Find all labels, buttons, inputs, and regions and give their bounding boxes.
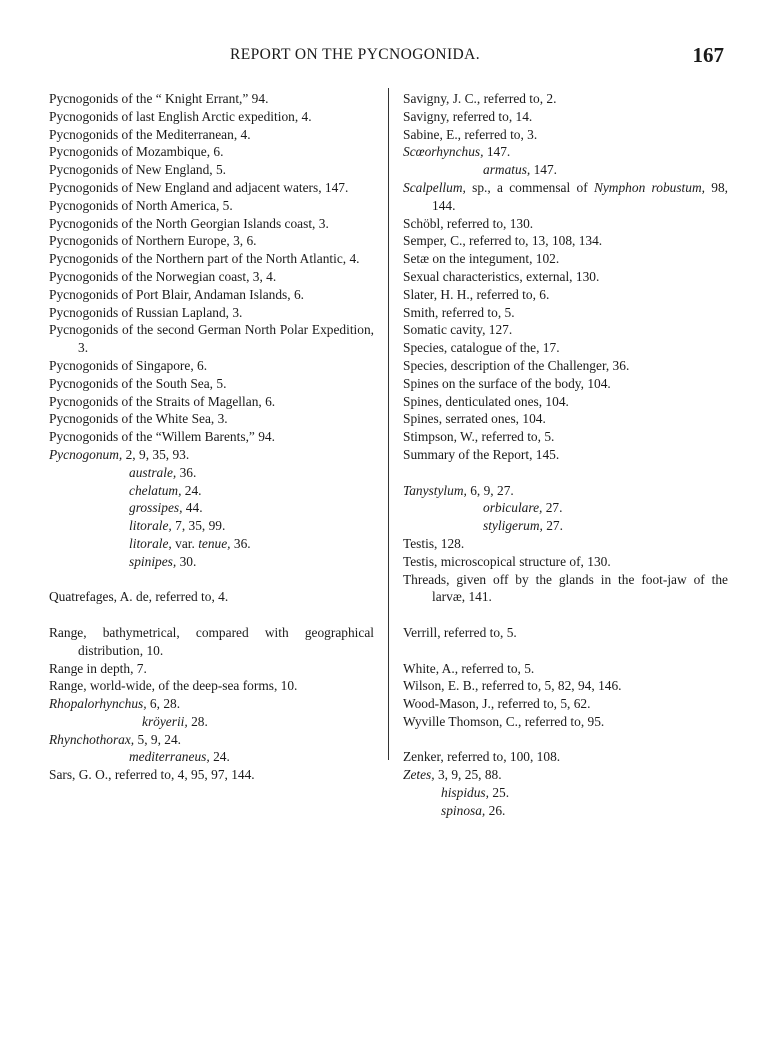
entry-term: Scalpellum,: [403, 179, 466, 195]
entry-text: Sars, G. O., referred to, 4, 95, 97, 144.: [49, 767, 255, 783]
index-entry: [49, 197, 374, 215]
index-entry: [403, 766, 728, 784]
index-entry: [49, 179, 374, 197]
index-entry: [403, 553, 728, 571]
entry-text: White, A., referred to, 5.: [403, 660, 535, 676]
entry-term: Rhynchothorax,: [49, 731, 135, 747]
index-entry: [403, 660, 728, 678]
entry-text: 6, 28.: [146, 696, 181, 712]
index-entry: [403, 482, 728, 500]
entry-text: Pycnogonids of the “ Knight Errant,” 94.: [49, 91, 269, 106]
index-entry: [403, 695, 728, 713]
entry-text: Pycnogonids of the White Sea, 3.: [49, 411, 228, 427]
entry-text: Testis, 128.: [403, 535, 465, 551]
entry-text: 147.: [483, 144, 511, 160]
index-entry: [49, 90, 374, 108]
entry-text: Pycnogonids of the South Sea, 5.: [49, 375, 227, 391]
index-entry: [403, 748, 728, 766]
index-subentry: [49, 748, 374, 766]
entry-term: australe,: [129, 464, 177, 480]
entry-text: var.: [171, 535, 199, 551]
entry-term: litorale,: [129, 518, 172, 534]
entry-text: Savigny, referred to, 14.: [403, 108, 533, 124]
index-entry: [403, 375, 728, 393]
index-entry: [403, 268, 728, 286]
entry-text: Range in depth, 7.: [49, 660, 147, 676]
entry-text: Pycnogonids of New England and adjacent waters, 147.: [49, 179, 349, 195]
index-subentry: [49, 464, 374, 482]
entry-text: Sabine, E., referred to, 3.: [403, 126, 538, 142]
index-subentry: [403, 499, 728, 517]
index-entry: [49, 393, 374, 411]
entry-text: Summary of the Report, 145.: [403, 446, 560, 462]
entry-text: 24.: [209, 749, 230, 765]
index-entry: [49, 677, 374, 695]
index-entry: [49, 304, 374, 322]
index-entry: [49, 428, 374, 446]
index-subentry: [403, 802, 728, 820]
entry-text: 5, 9, 24.: [134, 731, 182, 747]
entry-text: 27.: [542, 500, 563, 516]
entry-term: tenue,: [198, 535, 231, 551]
entry-text: Wilson, E. B., referred to, 5, 82, 94, 146.: [403, 678, 622, 694]
entry-term: chelatum,: [129, 482, 182, 498]
entry-text: Savigny, J. C., referred to, 2.: [403, 91, 557, 106]
index-subentry: [403, 784, 728, 802]
entry-text: sp., a commensal of: [465, 179, 594, 195]
index-subentry: [49, 499, 374, 517]
index-entry: [49, 660, 374, 678]
entry-text: Pycnogonids of last English Arctic expedition, 4.: [49, 108, 312, 124]
page-header: [0, 43, 776, 70]
index-entry: [403, 535, 728, 553]
entry-text: Stimpson, W., referred to, 5.: [403, 429, 555, 445]
index-subentry: [49, 713, 374, 731]
entry-text: Range, bathymetrical, compared with geographical distribution, 10.: [49, 624, 374, 658]
entry-gap: [49, 571, 374, 589]
entry-term: grossipes,: [129, 500, 183, 516]
entry-term: litorale,: [129, 535, 172, 551]
entry-text: 30.: [176, 553, 197, 569]
entry-text: Species, catalogue of the, 17.: [403, 340, 560, 356]
entry-text: Pycnogonids of North America, 5.: [49, 197, 233, 213]
entry-text: 6, 9, 27.: [466, 482, 514, 498]
entry-term: styligerum,: [483, 518, 543, 534]
index-entry: [49, 321, 374, 357]
index-entry: [49, 410, 374, 428]
entry-term: spinosa,: [441, 802, 486, 818]
entry-term: Pycnogonum,: [49, 446, 123, 462]
entry-text: Sexual characteristics, external, 130.: [403, 268, 600, 284]
entry-gap: [403, 731, 728, 749]
entry-text: Spines, serrated ones, 104.: [403, 411, 546, 427]
index-entry: [49, 588, 374, 606]
entry-text: Slater, H. H., referred to, 6.: [403, 286, 550, 302]
running-title: REPORT ON THE PYCNOGONIDA.: [230, 46, 481, 63]
entry-text: Species, description of the Challenger, 36.: [403, 357, 630, 373]
index-entry: [49, 624, 374, 660]
index-entry: [403, 179, 728, 215]
column-divider: [388, 88, 389, 760]
entry-text: Testis, microscopical structure of, 130.: [403, 553, 611, 569]
entry-text: 98, 144.: [432, 179, 729, 213]
index-entry: [49, 232, 374, 250]
index-entry: [403, 126, 728, 144]
index-entry: [49, 446, 374, 464]
index-entry: [403, 410, 728, 428]
index-entry: [403, 393, 728, 411]
entry-term: Tanystylum,: [403, 482, 467, 498]
entry-text: Pycnogonids of the “Willem Barents,” 94.: [49, 429, 275, 445]
index-entry: [403, 339, 728, 357]
entry-text: 27.: [542, 518, 563, 534]
index-entry: [49, 108, 374, 126]
entry-term: Scœorhynchus,: [403, 144, 484, 160]
index-column-right: [403, 90, 728, 820]
entry-text: Verrill, referred to, 5.: [403, 624, 517, 640]
index-subentry: [49, 553, 374, 571]
entry-term: spinipes,: [129, 553, 177, 569]
index-entry: [403, 677, 728, 695]
entry-text: Pycnogonids of the Mediterranean, 4.: [49, 126, 251, 142]
entry-text: 7, 35, 99.: [171, 518, 226, 534]
entry-text: Pycnogonids of the Norwegian coast, 3, 4.: [49, 268, 277, 284]
entry-text: Pycnogonids of Russian Lapland, 3.: [49, 304, 243, 320]
entry-text: Pycnogonids of the Northern part of the North Atlantic, 4.: [49, 251, 360, 267]
entry-text: Pycnogonids of the second German North Polar Expedition, 3.: [49, 322, 374, 356]
entry-text: 24.: [181, 482, 202, 498]
index-column-left: [49, 90, 374, 784]
entry-term: hispidus,: [441, 785, 489, 801]
entry-text: Pycnogonids of the Straits of Magellan, 6.: [49, 393, 276, 409]
index-entry: [403, 446, 728, 464]
entry-text: Pycnogonids of Singapore, 6.: [49, 357, 208, 373]
entry-gap: [403, 464, 728, 482]
entry-term: armatus,: [483, 162, 531, 178]
entry-text: Semper, C., referred to, 13, 108, 134.: [403, 233, 603, 249]
entry-term: Rhopalorhynchus,: [49, 696, 147, 712]
index-entry: [403, 215, 728, 233]
index-subentry: [49, 482, 374, 500]
entry-text: Pycnogonids of the North Georgian Islands coast, 3.: [49, 215, 329, 231]
entry-text: Somatic cavity, 127.: [403, 322, 513, 338]
index-entry: [403, 286, 728, 304]
entry-term: mediterraneus,: [129, 749, 210, 765]
index-subentry: [49, 535, 374, 553]
entry-gap: [403, 606, 728, 624]
entry-term: kröyerii,: [142, 713, 188, 729]
entry-text: 26.: [485, 802, 506, 818]
index-entry: [403, 321, 728, 339]
index-entry: [403, 428, 728, 446]
entry-term: Nymphon robustum,: [593, 179, 705, 195]
index-entry: [49, 268, 374, 286]
entry-term: orbiculare,: [483, 500, 543, 516]
entry-text: Spines on the surface of the body, 104.: [403, 375, 611, 391]
index-subentry: [403, 517, 728, 535]
index-entry: [49, 143, 374, 161]
index-entry: [49, 215, 374, 233]
entry-text: 36.: [176, 464, 197, 480]
index-entry: [403, 250, 728, 268]
index-entry: [403, 624, 728, 642]
entry-term: Zetes,: [403, 767, 435, 783]
index-entry: [403, 108, 728, 126]
entry-text: Pycnogonids of Northern Europe, 3, 6.: [49, 233, 257, 249]
entry-text: Schöbl, referred to, 130.: [403, 215, 534, 231]
entry-text: Pycnogonids of Port Blair, Andaman Islands, 6.: [49, 286, 304, 302]
index-entry: [49, 250, 374, 268]
index-entry: [49, 161, 374, 179]
page-number: 167: [692, 43, 724, 67]
entry-text: Wyville Thomson, C., referred to, 95.: [403, 713, 605, 729]
entry-text: 147.: [530, 162, 558, 178]
entry-text: 3, 9, 25, 88.: [434, 767, 502, 783]
entry-text: Smith, referred to, 5.: [403, 304, 515, 320]
index-entry: [403, 357, 728, 375]
index-entry: [403, 143, 728, 161]
index-entry: [403, 713, 728, 731]
index-entry: [403, 90, 728, 108]
entry-text: Setæ on the integument, 102.: [403, 251, 560, 267]
index-subentry: [49, 517, 374, 535]
entry-gap: [49, 606, 374, 624]
index-subentry: [403, 161, 728, 179]
entry-text: 25.: [489, 785, 510, 801]
entry-text: Zenker, referred to, 100, 108.: [403, 749, 561, 765]
index-entry: [49, 375, 374, 393]
entry-text: Spines, denticulated ones, 104.: [403, 393, 569, 409]
entry-text: Quatrefages, A. de, referred to, 4.: [49, 589, 229, 605]
index-entry: [49, 731, 374, 749]
index-entry: [403, 571, 728, 607]
index-entry: [403, 232, 728, 250]
entry-text: Range, world-wide, of the deep-sea forms, 10.: [49, 678, 298, 694]
index-entry: [49, 766, 374, 784]
entry-text: Wood-Mason, J., referred to, 5, 62.: [403, 696, 591, 712]
entry-text: 28.: [187, 713, 208, 729]
entry-text: 44.: [182, 500, 203, 516]
index-entry: [49, 695, 374, 713]
index-entry: [49, 357, 374, 375]
entry-text: 2, 9, 35, 93.: [122, 446, 190, 462]
index-entry: [49, 126, 374, 144]
entry-text: 36.: [230, 535, 251, 551]
entry-text: Pycnogonids of New England, 5.: [49, 162, 227, 178]
entry-text: Pycnogonids of Mozambique, 6.: [49, 144, 224, 160]
index-entry: [403, 304, 728, 322]
entry-text: Threads, given off by the glands in the foot-jaw of the larvæ, 141.: [403, 571, 728, 605]
index-entry: [49, 286, 374, 304]
entry-gap: [403, 642, 728, 660]
